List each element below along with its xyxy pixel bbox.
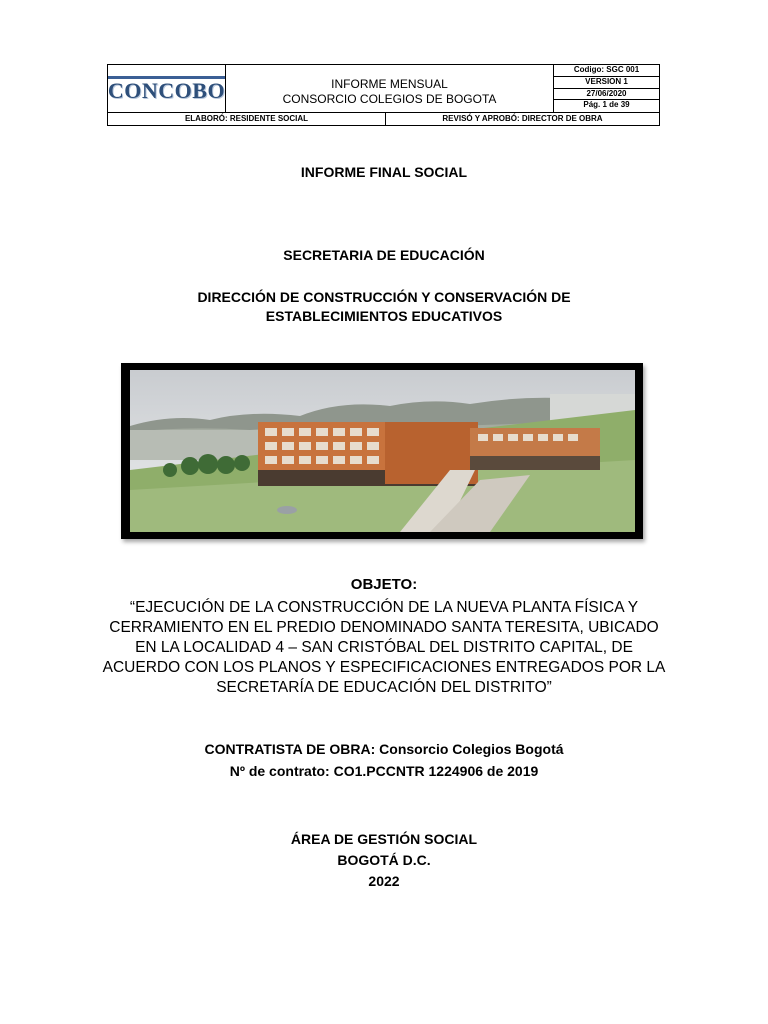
signature-row (108, 112, 659, 125)
objeto-description (100, 598, 668, 698)
objeto-label: OBJETO: (350, 576, 418, 593)
direccion-heading-line1: DIRECCIÓN DE CONSTRUCCIÓN Y CONSERVACIÓN DE (197, 289, 571, 305)
doc-version: VERSION 1 (554, 77, 659, 89)
direccion-heading-line2: ESTABLECIMIENTOS EDUCATIVOS (265, 308, 503, 324)
document-header-table (107, 64, 660, 126)
main-title: INFORME FINAL SOCIAL (300, 164, 468, 180)
objeto-line: ACUERDO CON LOS PLANOS Y ESPECIFICACIONES ENTREGADOS POR LA (102, 659, 666, 676)
header-title-line2: CONSORCIO COLEGIOS DE BOGOTA (282, 91, 497, 106)
header-meta (553, 65, 659, 112)
logo-cell (108, 65, 226, 112)
header-title-line1: INFORME MENSUAL (331, 76, 448, 91)
city: BOGOTÁ D.C. (337, 852, 431, 868)
concobo-logo: CONCOBO (107, 77, 226, 103)
area-gestion-social: ÁREA DE GESTIÓN SOCIAL (290, 831, 478, 847)
objeto-line: SECRETARÍA DE EDUCACIÓN DEL DISTRITO” (216, 679, 552, 696)
objeto-line: “EJECUCIÓN DE LA CONSTRUCCIÓN DE LA NUEVA PLANTA FÍSICA Y (129, 599, 639, 616)
objeto-line: CERRAMIENTO EN EL PREDIO DENOMINADO SANTA TERESITA, UBICADO (109, 619, 659, 636)
secretaria-heading: SECRETARIA DE EDUCACIÓN (283, 247, 485, 263)
school-building-image (130, 370, 635, 532)
objeto-line: EN LA LOCALIDAD 4 – SAN CRISTÓBAL DEL DISTRITO CAPITAL, DE (135, 639, 633, 656)
building-rendering (121, 363, 643, 539)
doc-date: 27/06/2020 (554, 89, 659, 101)
contrato-number: Nº de contrato: CO1.PCCNTR 1224906 de 2019 (229, 763, 539, 779)
doc-page: Pág. 1 de 39 (583, 100, 630, 110)
year: 2022 (368, 873, 400, 889)
header-title (226, 65, 553, 112)
doc-code: Codigo: SGC 001 (554, 65, 659, 77)
prepared-by: ELABORÓ: RESIDENTE SOCIAL (184, 114, 309, 123)
contratista: CONTRATISTA DE OBRA: Consorcio Colegios Bogotá (204, 741, 564, 757)
approved-by: REVISÓ Y APROBÓ: DIRECTOR DE OBRA (385, 113, 659, 125)
